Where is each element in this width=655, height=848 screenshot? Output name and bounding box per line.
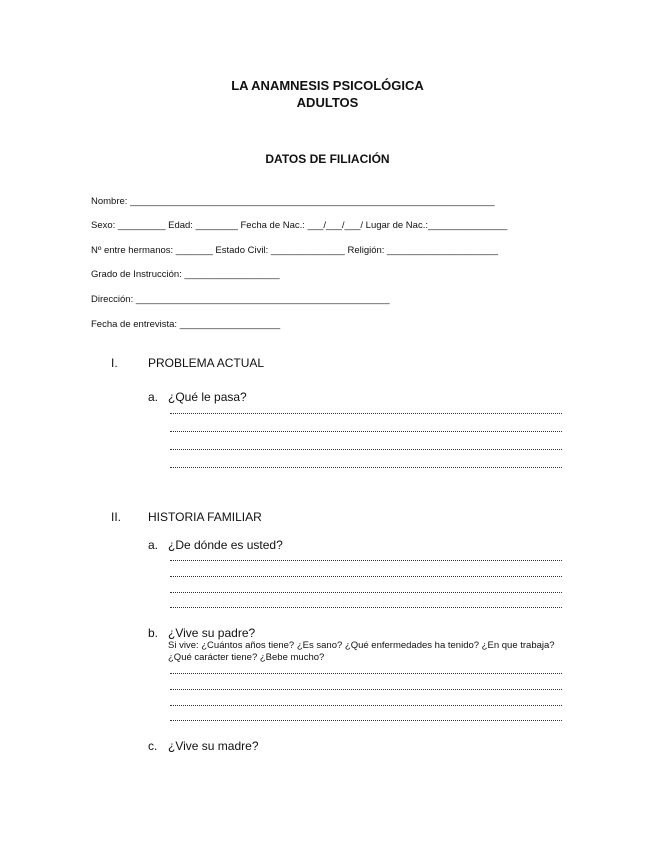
- field-nombre[interactable]: Nombre: _____________________________________________________________________: [91, 196, 495, 207]
- document-subtitle-adults: ADULTOS: [296, 95, 359, 110]
- section-heading-filiacion: DATOS DE FILIACIÓN: [265, 152, 390, 166]
- question-letter: c.: [148, 739, 158, 753]
- answer-line[interactable]: [170, 686, 562, 690]
- question-vive-su-madre: [148, 739, 259, 753]
- section-title-historia-familiar: HISTORIA FAMILIAR: [148, 510, 262, 524]
- question-que-le-pasa: [148, 390, 247, 404]
- answer-line[interactable]: [170, 573, 562, 577]
- question-letter: a.: [148, 538, 159, 552]
- answer-line[interactable]: [170, 717, 562, 721]
- question-vive-su-padre: [148, 626, 255, 640]
- field-hermanos-estado-religion[interactable]: Nº entre hermanos: _______ Estado Civil: ______________ Religión: _____________________: [91, 245, 499, 256]
- document-title: LA ANAMNESIS PSICOLÓGICA: [231, 78, 424, 93]
- question-text: ¿Vive su madre?: [168, 739, 259, 753]
- question-subtext-padre: Si vive: ¿Cuántos años tiene? ¿Es sano? ¿Qué enfermedades ha tenido? ¿En que trabaja? ¿Qué carácter tiene? ¿Bebe mucho?: [168, 640, 555, 663]
- section-title-problema-actual: PROBLEMA ACTUAL: [148, 356, 265, 370]
- field-fecha-entrevista[interactable]: Fecha de entrevista: ___________________: [91, 319, 281, 330]
- answer-line[interactable]: [170, 604, 562, 608]
- answer-line[interactable]: [170, 410, 562, 414]
- field-sexo-edad-fecha-lugar[interactable]: Sexo: _________ Edad: ________ Fecha de Nac.: ___/___/___/ Lugar de Nac.:_______________: [91, 220, 508, 231]
- section-number: I.: [111, 356, 118, 370]
- answer-line[interactable]: [170, 446, 562, 450]
- section-number: II.: [111, 510, 122, 524]
- field-grado-instruccion[interactable]: Grado de Instrucción: __________________: [91, 269, 280, 280]
- answer-line[interactable]: [170, 702, 562, 706]
- answer-line[interactable]: [170, 589, 562, 593]
- question-letter: b.: [148, 626, 159, 640]
- question-de-donde-es: [148, 538, 283, 552]
- answer-line[interactable]: [170, 464, 562, 468]
- answer-line[interactable]: [170, 670, 562, 674]
- answer-line[interactable]: [170, 428, 562, 432]
- question-text: ¿De dónde es usted?: [168, 538, 283, 552]
- answer-line[interactable]: [170, 557, 562, 561]
- field-direccion[interactable]: Dirección: ________________________________________________: [91, 294, 390, 305]
- question-text: ¿Vive su padre?: [168, 626, 256, 640]
- question-letter: a.: [148, 390, 159, 404]
- question-text: ¿Qué le pasa?: [168, 390, 247, 404]
